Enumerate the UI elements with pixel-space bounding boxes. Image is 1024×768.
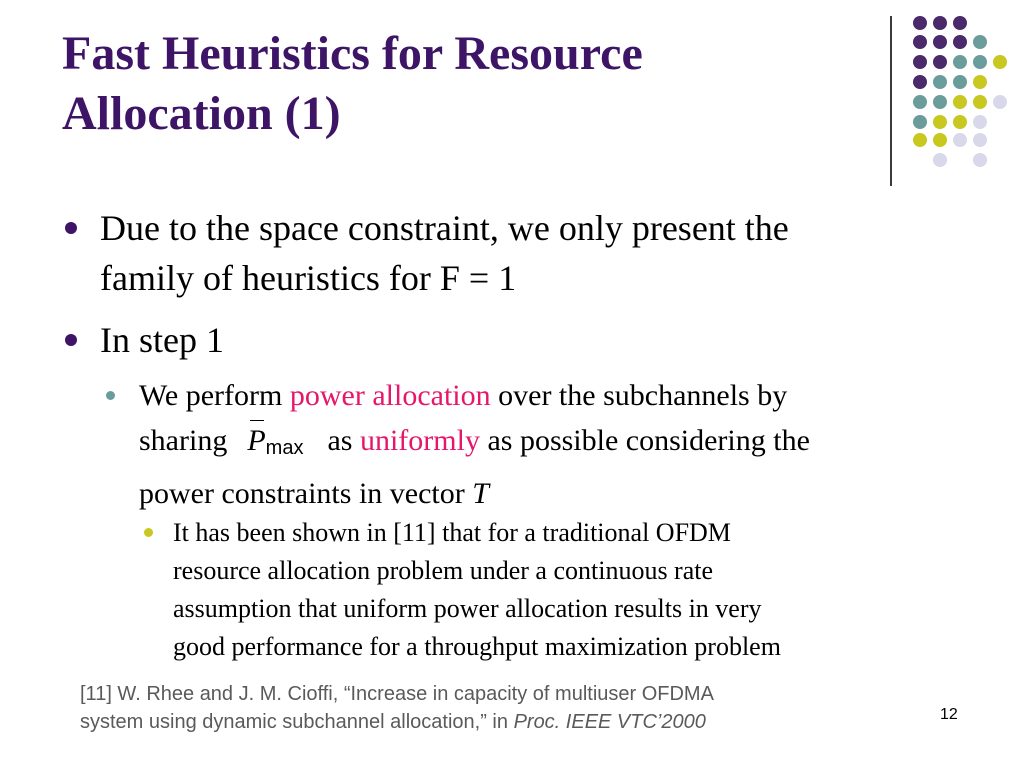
decorative-dot (953, 133, 967, 147)
bullet-marker-level-1 (65, 222, 77, 234)
bullet-space-constraint (100, 203, 930, 303)
decorative-dot (953, 35, 967, 49)
decorative-dot (993, 55, 1007, 69)
bullet-uniform-allocation-line-1: It has been shown in [11] that for a traditional OFDM (173, 518, 731, 547)
bullet-power-allocation-line-2 (139, 418, 969, 471)
bullet-power-allocation (139, 373, 969, 516)
text-segment: as possible considering the (479, 424, 810, 457)
text-segment: We perform (139, 379, 290, 412)
decorative-divider-line (890, 16, 892, 186)
highlight-uniformly: uniformly (359, 424, 480, 457)
text-segment: system using dynamic subchannel allocation,” in (80, 711, 514, 733)
decorative-dot (933, 95, 947, 109)
bullet-uniform-allocation-line-2: resource allocation problem under a continuous rate (173, 556, 714, 585)
text-segment: as (327, 424, 360, 457)
bullet-power-allocation-line-3 (139, 471, 969, 516)
slide-title-line-1: Fast Heuristics for Resource (62, 27, 643, 80)
decorative-dot (973, 55, 987, 69)
decorative-dot (953, 55, 967, 69)
overbar-mark (250, 420, 264, 421)
bullet-space-constraint-line-2: family of heuristics for F = 1 (100, 258, 517, 298)
bullet-marker-level-1 (65, 334, 77, 346)
decorative-dot (933, 75, 947, 89)
slide-title (62, 24, 842, 144)
reference-line-2 (80, 708, 940, 736)
bullet-uniform-allocation-line-4: good performance for a throughput maximization problem (173, 632, 781, 661)
text-segment: power constraints in vector (139, 477, 473, 510)
formula-subscript: max (265, 437, 304, 459)
bullet-in-step-1 (100, 315, 930, 365)
bullet-uniform-allocation-line-3: assumption that uniform power allocation results in very (173, 594, 762, 623)
decorative-dot (953, 75, 967, 89)
decorative-dot (933, 55, 947, 69)
formula-symbol: P (247, 424, 266, 457)
decorative-dot (913, 133, 927, 147)
decorative-dot (993, 95, 1007, 109)
highlight-power-allocation: power allocation (289, 379, 491, 412)
bullet-marker-level-3 (144, 528, 153, 537)
decorative-dot (973, 115, 987, 129)
decorative-dot (953, 115, 967, 129)
bullet-power-allocation-line-1 (139, 373, 969, 418)
reference-citation (80, 680, 940, 736)
decorative-dot (973, 75, 987, 89)
bullet-in-step-1-text: In step 1 (100, 320, 224, 360)
text-segment: sharing (139, 424, 228, 457)
decorative-dot (913, 115, 927, 129)
decorative-dot (973, 35, 987, 49)
bullet-uniform-allocation-result (173, 514, 973, 666)
reference-venue: Proc. IEEE VTC’2000 (513, 711, 706, 733)
pmax-formula (247, 418, 303, 471)
decorative-dot (933, 115, 947, 129)
text-segment: over the subchannels by (490, 379, 788, 412)
decorative-dot (973, 95, 987, 109)
bullet-marker-level-2 (106, 391, 115, 400)
decorative-dot (933, 35, 947, 49)
page-number: 12 (940, 706, 958, 723)
decorative-dot (933, 153, 947, 167)
decorative-dot (913, 16, 927, 30)
slide-title-line-2: Allocation (1) (62, 87, 341, 140)
decorative-dot (953, 16, 967, 30)
decorative-dot (933, 133, 947, 147)
decorative-dot (913, 55, 927, 69)
decorative-dot (933, 16, 947, 30)
reference-line-1: [11] W. Rhee and J. M. Cioffi, “Increase in capacity of multiuser OFDMA (80, 683, 714, 705)
decorative-dot (973, 153, 987, 167)
vector-symbol: T (472, 477, 489, 510)
decorative-dot (953, 95, 967, 109)
decorative-dot (913, 75, 927, 89)
bullet-space-constraint-line-1: Due to the space constraint, we only present the (100, 208, 789, 248)
decorative-dot (913, 95, 927, 109)
decorative-dot (913, 35, 927, 49)
decorative-dot (973, 133, 987, 147)
